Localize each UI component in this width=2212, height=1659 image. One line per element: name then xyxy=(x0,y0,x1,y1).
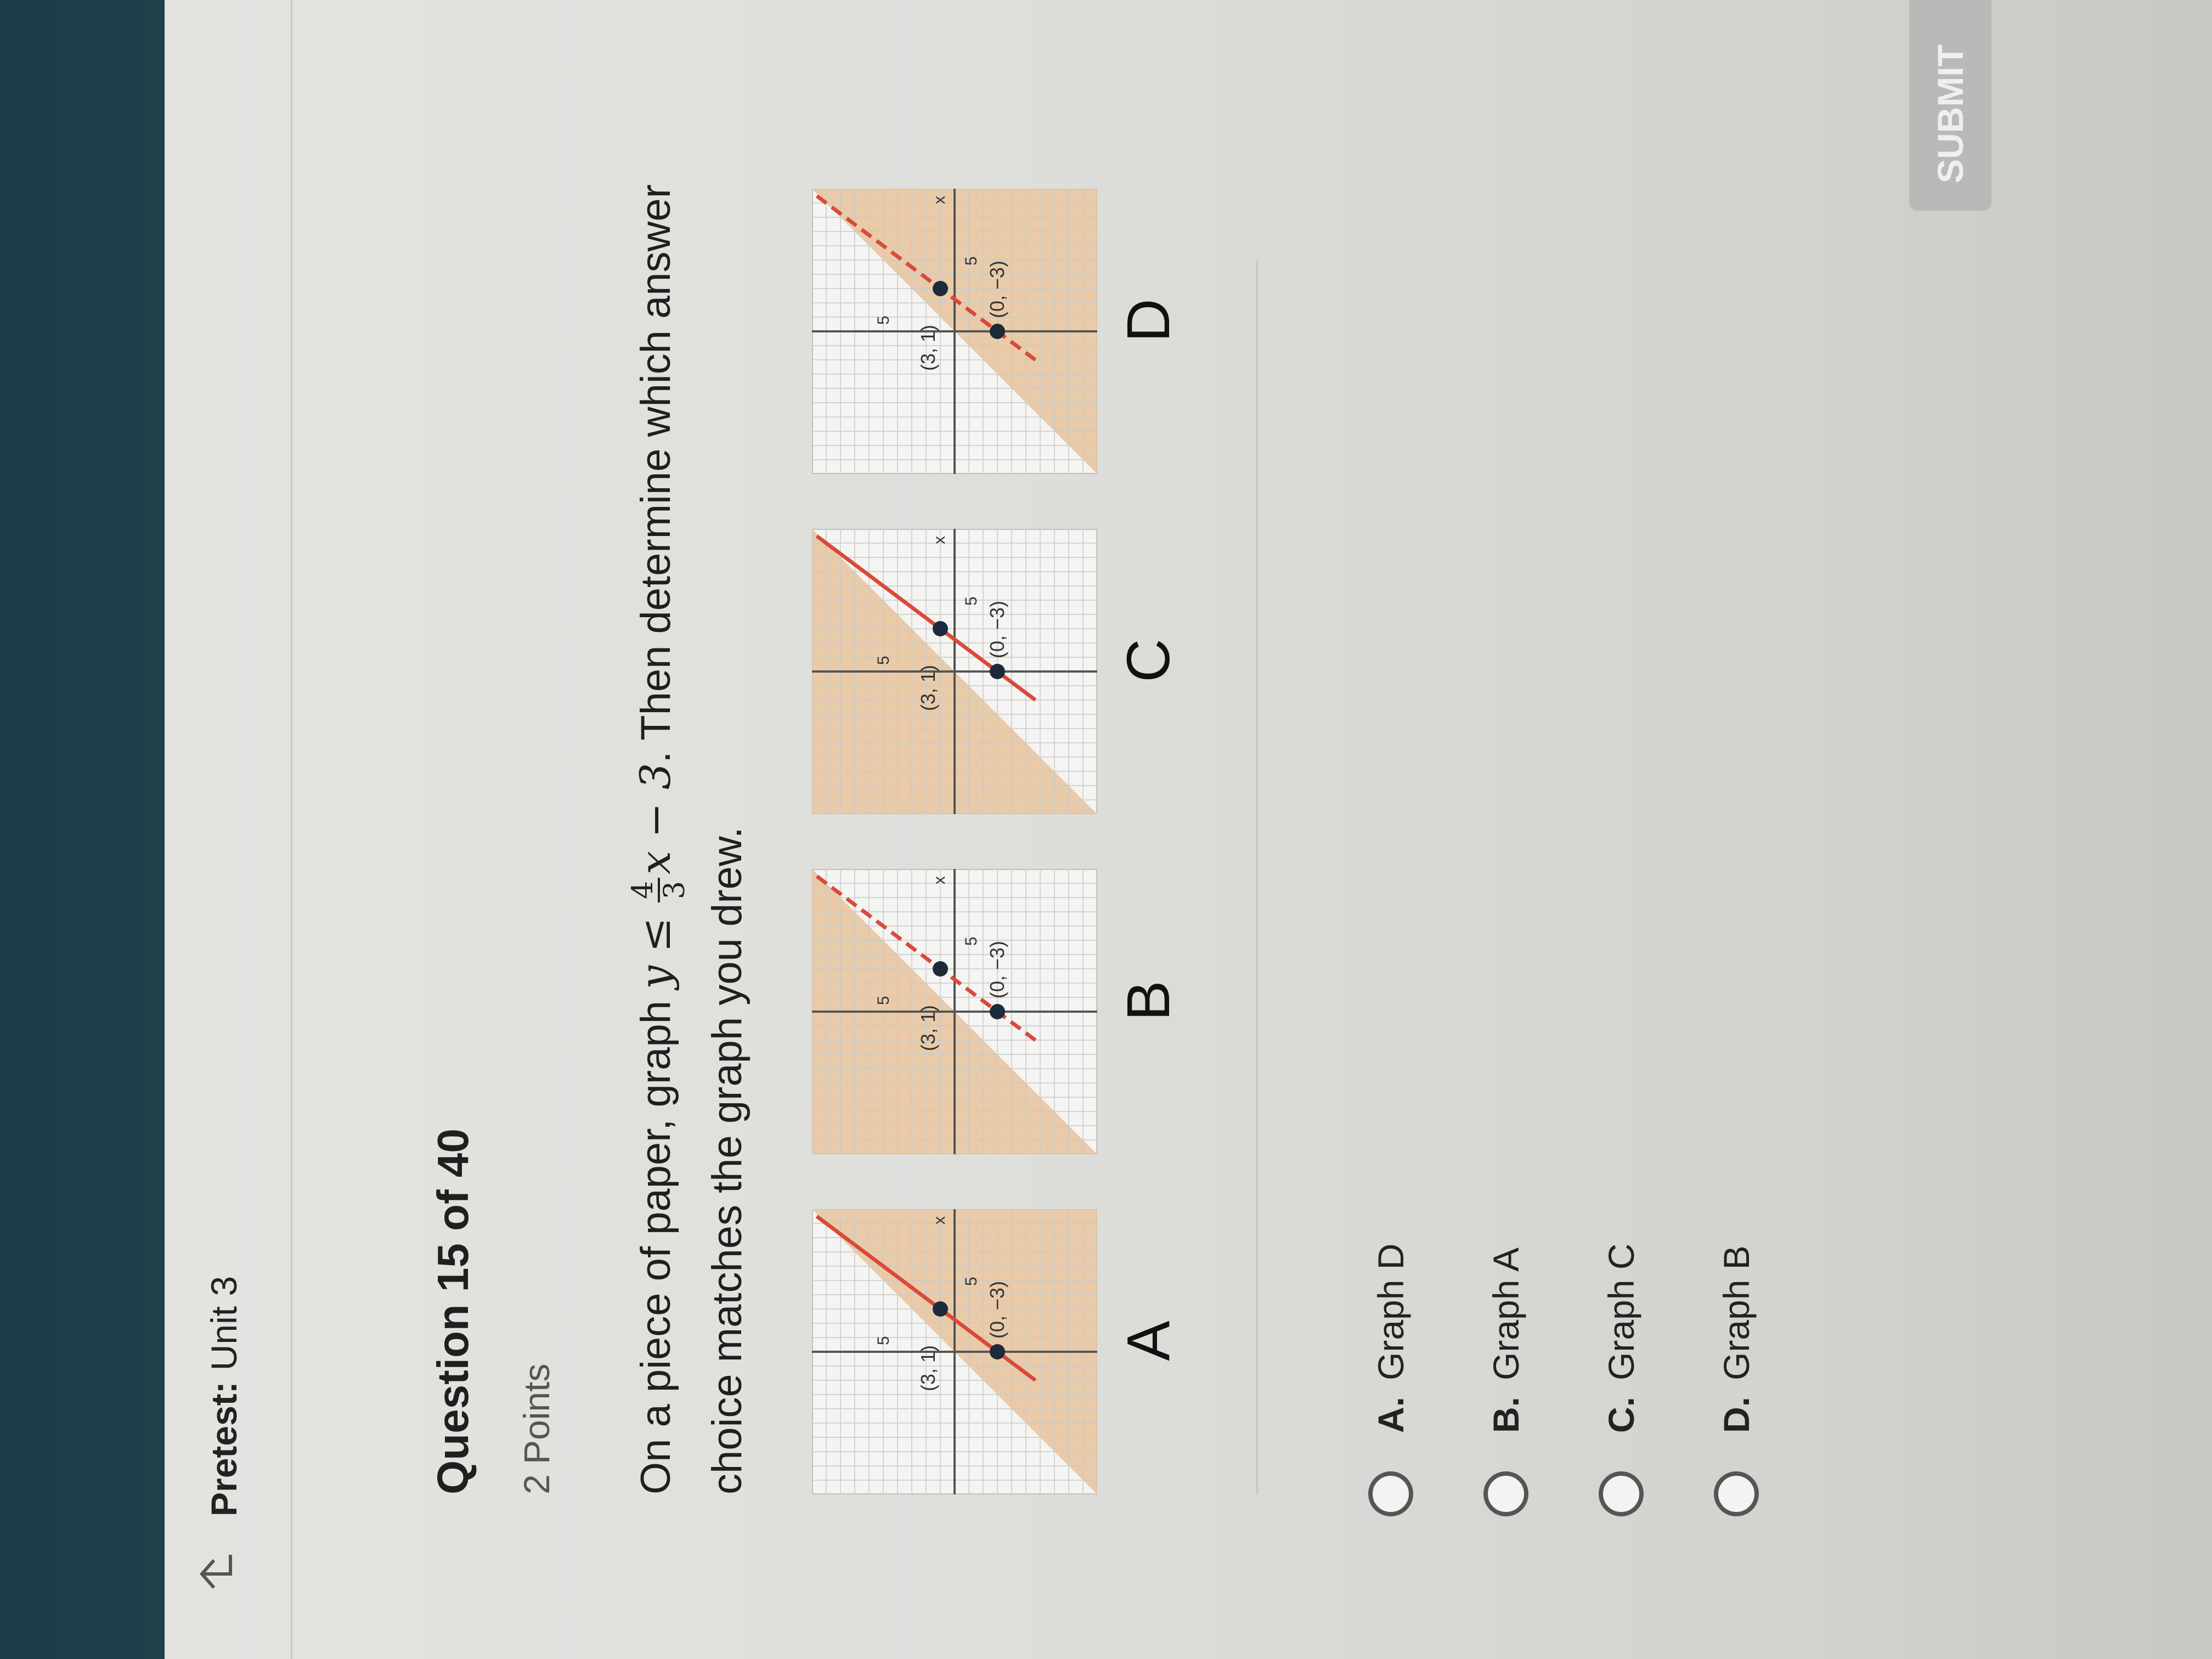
tick-label: 5 xyxy=(962,936,980,946)
tick-label: 5 xyxy=(962,1277,980,1286)
choice-letter: B. xyxy=(1486,1397,1526,1433)
tick-label: 5 xyxy=(874,996,893,1005)
choice-c[interactable] xyxy=(1564,1244,1679,1516)
tick-label: 5 xyxy=(874,315,893,325)
axis-label: x xyxy=(930,876,949,884)
point-0-neg3 xyxy=(990,1004,1005,1019)
choice-letter: C. xyxy=(1601,1397,1641,1433)
header-title xyxy=(203,1276,245,1516)
point-0-neg3 xyxy=(990,324,1005,339)
choice-text: Graph A xyxy=(1486,1247,1526,1380)
answer-choices xyxy=(1333,1244,1794,1516)
point-3-1 xyxy=(933,1301,948,1317)
graph-letter: A xyxy=(1115,1321,1182,1361)
back-arrow-icon[interactable] xyxy=(198,1549,247,1599)
graph-b xyxy=(812,847,1183,1154)
fraction xyxy=(628,878,690,902)
radio-button[interactable] xyxy=(1599,1471,1644,1516)
header-label: Pretest: xyxy=(204,1381,244,1516)
point-label: (3, 1) xyxy=(917,1005,939,1051)
point-label: (0, −3) xyxy=(986,260,1008,318)
tick-label: 5 xyxy=(874,1336,893,1345)
choice-letter: A. xyxy=(1370,1397,1411,1433)
radio-button[interactable] xyxy=(1714,1471,1759,1516)
coordinate-plane xyxy=(812,529,1097,814)
coordinate-plane xyxy=(812,869,1097,1154)
radio-button[interactable] xyxy=(1368,1471,1413,1516)
choice-b[interactable] xyxy=(1448,1244,1564,1516)
choice-letter: D. xyxy=(1716,1397,1757,1433)
question-text xyxy=(620,123,763,1494)
choice-text: Graph C xyxy=(1601,1243,1641,1380)
point-label: (0, −3) xyxy=(986,1280,1008,1339)
point-3-1 xyxy=(933,281,948,296)
fraction-denominator: 3 xyxy=(658,881,691,899)
point-3-1 xyxy=(933,961,948,977)
point-label: (0, −3) xyxy=(986,940,1008,998)
question-text-after: . Then determine which answer choice matches the graph you drew. xyxy=(633,184,751,1494)
question-points: 2 Points xyxy=(516,1363,557,1494)
tick-label: 5 xyxy=(962,596,980,606)
graph-a xyxy=(812,1187,1183,1494)
quiz-page xyxy=(165,0,2212,1659)
coordinate-plane xyxy=(812,1209,1097,1494)
inequality-rhs: x − 3 xyxy=(631,763,680,874)
fraction-numerator: 4 xyxy=(628,878,660,902)
choice-text: Graph D xyxy=(1370,1243,1411,1380)
graph-d xyxy=(812,167,1183,474)
point-0-neg3 xyxy=(990,1344,1005,1359)
header-unit: Unit 3 xyxy=(204,1276,244,1371)
point-3-1 xyxy=(933,621,948,636)
radio-button[interactable] xyxy=(1483,1471,1528,1516)
submit-button[interactable]: SUBMIT xyxy=(1909,0,1991,211)
inequality-lhs: y ≤ xyxy=(631,917,680,989)
graph-c xyxy=(812,507,1183,814)
axis-label: x xyxy=(930,536,949,544)
axis-label: x xyxy=(930,1216,949,1224)
question-title: Question 15 of 40 xyxy=(428,1128,477,1494)
tick-label: 5 xyxy=(874,656,893,665)
point-label: (0, −3) xyxy=(986,600,1008,658)
point-label: (3, 1) xyxy=(917,324,939,371)
choice-text: Graph B xyxy=(1716,1245,1757,1380)
graph-letter: D xyxy=(1115,298,1182,342)
graph-letter: B xyxy=(1115,980,1182,1021)
choice-d[interactable] xyxy=(1679,1244,1794,1516)
point-label: (3, 1) xyxy=(917,1345,939,1391)
graph-letter: C xyxy=(1115,639,1182,682)
choice-a[interactable] xyxy=(1333,1244,1448,1516)
question-text-before: On a piece of paper, graph xyxy=(633,1001,679,1494)
header-bar xyxy=(165,0,292,1659)
point-label: (3, 1) xyxy=(917,664,939,711)
tick-label: 5 xyxy=(962,256,980,266)
divider xyxy=(1256,260,1258,1494)
coordinate-plane xyxy=(812,189,1097,474)
point-0-neg3 xyxy=(990,664,1005,679)
axis-label: x xyxy=(930,196,949,204)
